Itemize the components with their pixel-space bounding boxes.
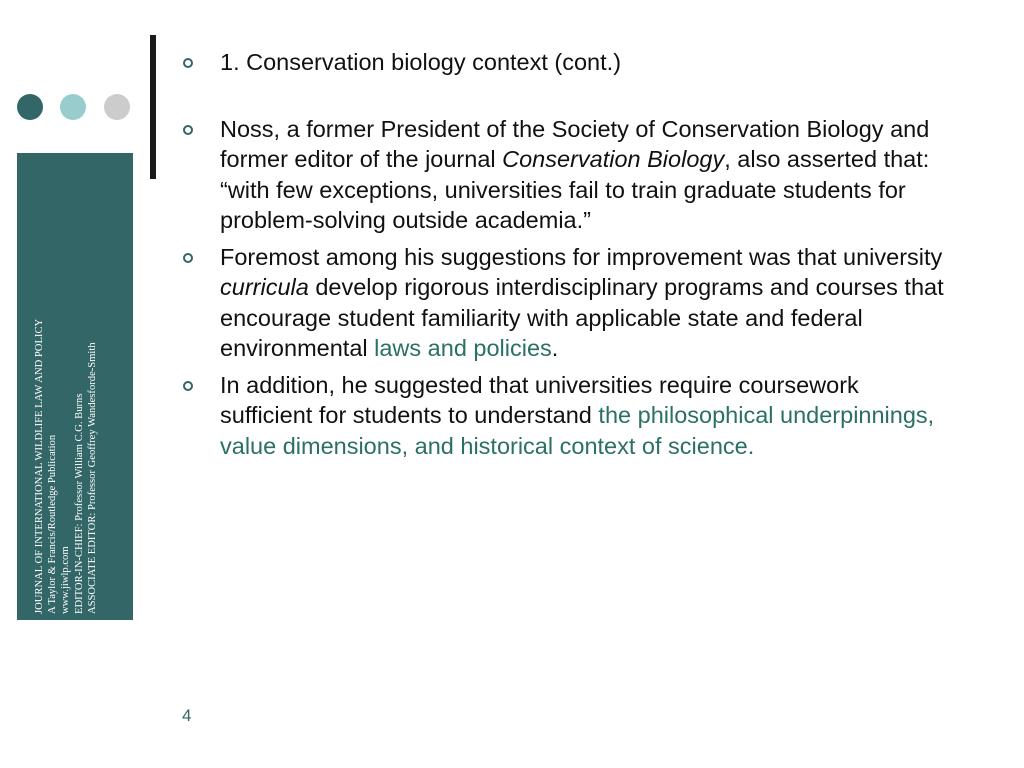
associate-editor-line: ASSOCIATE EDITOR: Professor Geoffrey Wandesforde-Smith	[86, 342, 98, 614]
decorative-dot-dark	[17, 94, 43, 120]
journal-sidebar	[17, 153, 133, 620]
decorative-dot-light	[60, 94, 86, 120]
bullet-marker-icon	[183, 253, 193, 263]
bullet-text	[220, 116, 929, 234]
publisher-line: A Taylor & Francis/Routledge Publication	[47, 434, 59, 614]
page-number: 4	[182, 706, 192, 725]
journal-sidebar-text	[17, 153, 133, 620]
vertical-divider	[150, 35, 156, 179]
bullet-text-segment: .	[551, 335, 559, 361]
highlighted-text: the philosophical underpinnings, value dimensions, and historical context of science.	[220, 402, 935, 459]
decorative-dot-gray	[104, 94, 130, 120]
bullet-text-segment: In addition, he suggested that universities require coursework sufficient for students to understand	[220, 371, 859, 428]
bullet-heading-text: 1. Conservation biology context (cont.)	[220, 49, 622, 75]
journal-title: JOURNAL OF INTERNATIONAL WILDLIFE LAW AND POLICY	[34, 318, 45, 614]
bullet-text-segment: Noss, a former President of the Society of Conservation Biology and former editor of the journal	[220, 115, 930, 172]
bullet-item	[183, 47, 953, 78]
bullet-text-segment: Foremost among his suggestions for improvement was that university	[220, 243, 943, 270]
bullet-marker-icon	[183, 58, 193, 68]
bullet-item	[183, 242, 953, 364]
bullet-item	[183, 114, 953, 236]
highlighted-text: laws and policies	[374, 335, 552, 361]
bullet-text-segment: , also asserted that: “with few exceptions, universities fail to train graduate students for problem-solving outside academia.”	[220, 146, 930, 233]
bullet-text	[220, 244, 944, 362]
editor-in-chief-line: EDITOR-IN-CHIEF: Professor William C.G. Burns	[73, 393, 85, 614]
journal-website: www.jiwlp.com	[60, 546, 72, 614]
bullet-text	[220, 372, 934, 459]
journal-name-italic: Conservation Biology	[502, 146, 725, 172]
bullet-text	[220, 49, 621, 75]
bullet-text-segment: develop rigorous interdisciplinary programs and courses that encourage student familiarity with applicable state and federal environmental	[220, 274, 944, 361]
bullet-item	[183, 370, 953, 462]
bullet-marker-icon	[183, 125, 193, 135]
slide-content	[183, 47, 953, 467]
curricula-italic: curricula	[220, 274, 309, 300]
bullet-marker-icon	[183, 381, 193, 391]
